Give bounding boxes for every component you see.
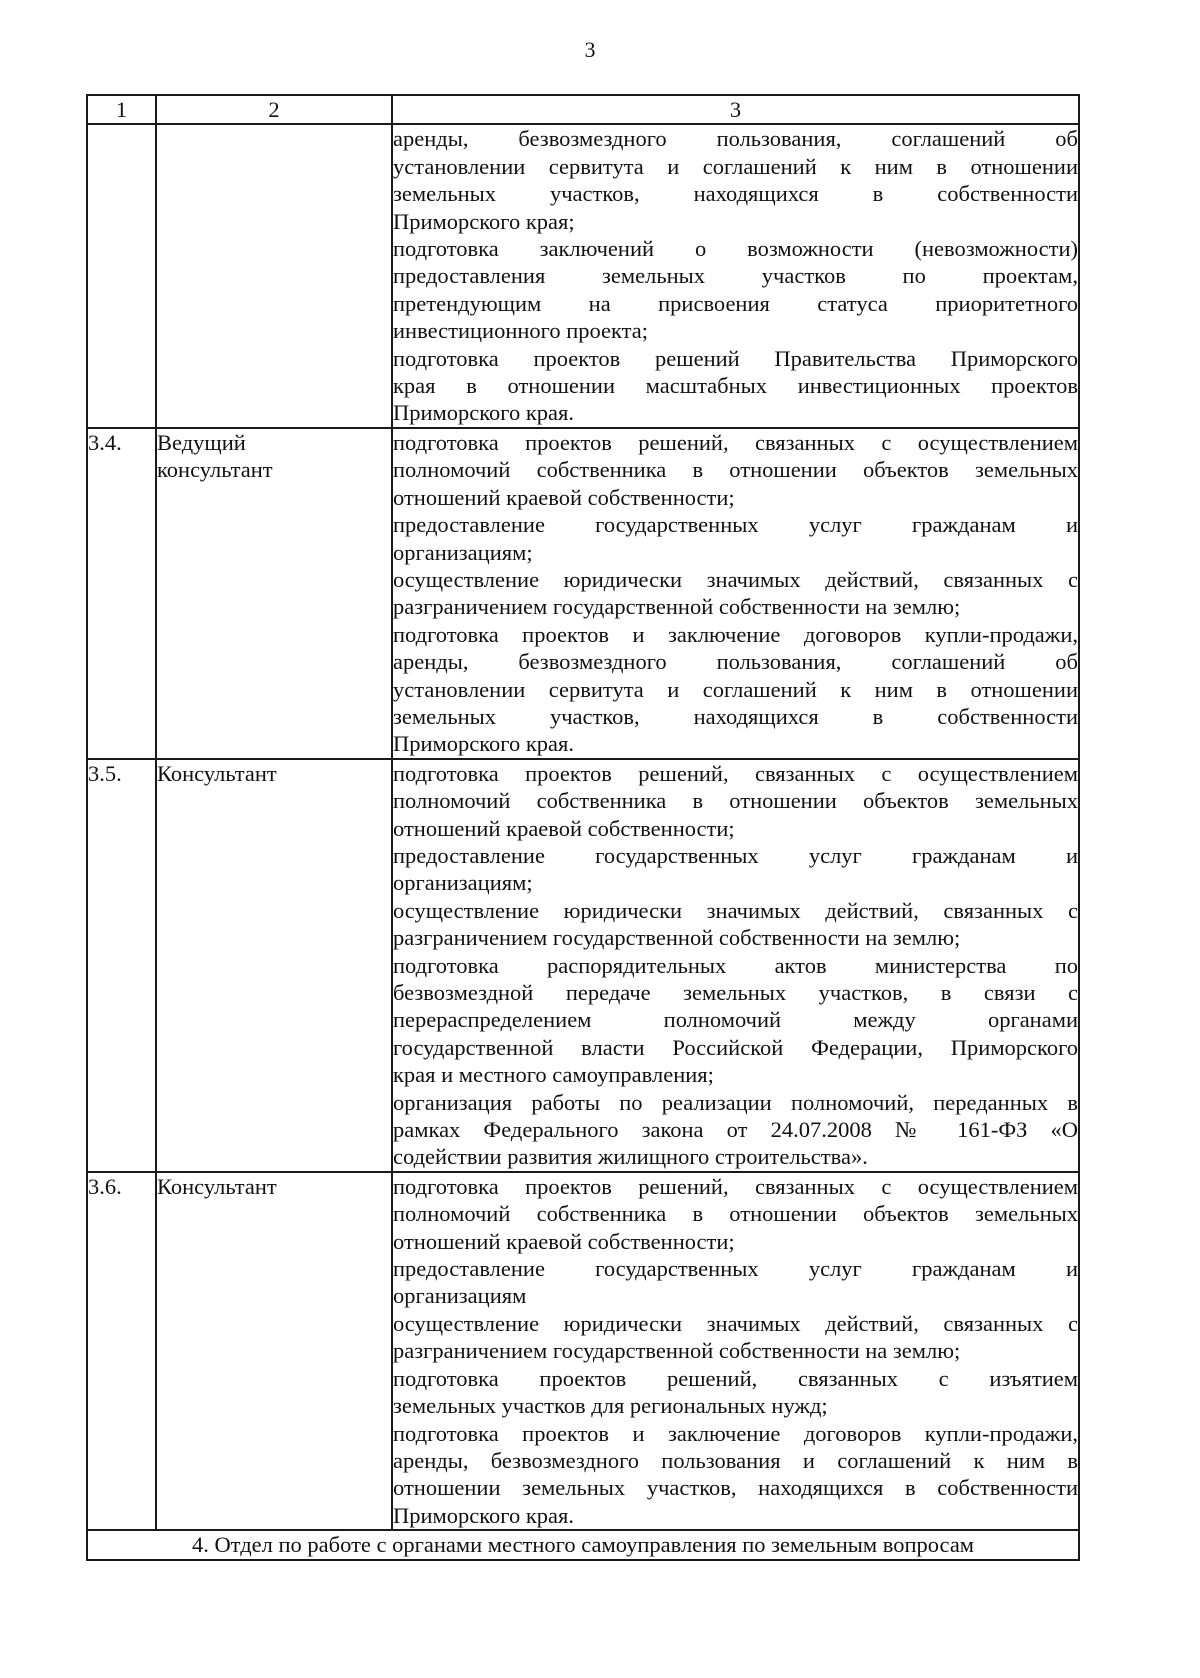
- duty-text-line: отношений краевой собственности;: [393, 815, 735, 841]
- duty-text-line: разграничением государственной собственности на землю;: [393, 594, 961, 620]
- duty-text-line: перераспределением полномочий между органами: [393, 1007, 1078, 1033]
- duty-text-line: организациям;: [393, 539, 533, 565]
- duty-text-line: края и местного самоуправления;: [393, 1062, 714, 1088]
- section-row: [87, 1530, 1079, 1559]
- duties-cell: [392, 1172, 1079, 1530]
- duty-text-line: организация работы по реализации полномочий, переданных в: [393, 1089, 1078, 1115]
- duty-text-line: рамках Федерального закона от 24.07.2008 № 161-ФЗ «О: [393, 1117, 1078, 1143]
- duty-text-line: Приморского края;: [393, 208, 575, 234]
- duties-cell: [392, 124, 1079, 427]
- duty-text-line: полномочий собственника в отношении объектов земельных: [393, 457, 1078, 483]
- duty-text-line: земельных участков, находящихся в собственности: [393, 703, 1078, 729]
- duty-text-line: подготовка проектов решений, связанных с изъятием: [393, 1365, 1078, 1391]
- duty-text-line: государственной власти Российской Федерации, Приморского: [393, 1034, 1078, 1060]
- duty-text-line: установлении сервитута и соглашений к ним в отношении: [393, 676, 1078, 702]
- position-title-line: Консультант: [157, 1173, 277, 1199]
- row-number: 3.4.: [87, 428, 156, 759]
- row-number: 3.5.: [87, 759, 156, 1172]
- page-number: 3: [584, 37, 596, 62]
- duty-text-line: разграничением государственной собственности на землю;: [393, 1338, 961, 1364]
- position-cell: [156, 759, 392, 1172]
- duty-text-line: содействии развития жилищного строительства».: [393, 1144, 868, 1170]
- duty-text-line: подготовка проектов решений Правительства Приморского: [393, 345, 1078, 371]
- table-body: [87, 124, 1079, 1559]
- duty-text-line: подготовка проектов решений, связанных с осуществлением: [393, 1173, 1078, 1199]
- duty-text-line: претендующим на присвоения статуса приоритетного: [393, 290, 1078, 316]
- position-cell: [156, 428, 392, 759]
- duty-text-line: организациям;: [393, 870, 533, 896]
- column-header-1: 1: [87, 95, 156, 124]
- duty-text-line: аренды, безвозмездного пользования, соглашений об: [393, 126, 1078, 152]
- table-row: [87, 759, 1079, 1172]
- header-row: [87, 95, 1079, 124]
- table-row: [87, 428, 1079, 759]
- duty-text-line: полномочий собственника в отношении объектов земельных: [393, 1201, 1078, 1227]
- duty-text-line: осуществление юридически значимых действий, связанных с: [393, 1310, 1078, 1336]
- duty-text-line: организациям: [393, 1283, 527, 1309]
- table-row: [87, 124, 1079, 427]
- position-title-line: Консультант: [157, 760, 277, 786]
- duty-text-line: Приморского края.: [393, 1502, 574, 1528]
- row-number: 3.6.: [87, 1172, 156, 1530]
- duty-text-line: подготовка распорядительных актов министерства по: [393, 952, 1078, 978]
- duties-cell: [392, 759, 1079, 1172]
- duty-text-line: осуществление юридически значимых действий, связанных с: [393, 897, 1078, 923]
- duty-text-line: земельных участков для региональных нужд;: [393, 1393, 828, 1419]
- duty-text-line: отношений краевой собственности;: [393, 484, 735, 510]
- duty-text-line: предоставления земельных участков по проектам,: [393, 263, 1078, 289]
- duties-table: [86, 94, 1080, 1561]
- duty-text-line: отношении земельных участков, находящихся в собственности: [393, 1475, 1078, 1501]
- duty-text-line: Приморского края.: [393, 731, 574, 757]
- position-title-line: консультант: [157, 457, 273, 483]
- duty-text-line: подготовка проектов решений, связанных с осуществлением: [393, 760, 1078, 786]
- duty-text-line: Приморского края.: [393, 400, 574, 426]
- duty-text-line: предоставление государственных услуг гражданам и: [393, 512, 1078, 538]
- duty-text-line: безвозмездной передаче земельных участков, в связи с: [393, 980, 1078, 1005]
- row-number: [87, 124, 156, 427]
- duty-text-line: подготовка проектов решений, связанных с осуществлением: [393, 429, 1078, 455]
- duty-text-line: предоставление государственных услуг гражданам и: [393, 842, 1078, 868]
- duty-text-line: инвестиционного проекта;: [393, 318, 648, 344]
- section-title: 4. Отдел по работе с органами местного самоуправления по земельным вопросам: [87, 1530, 1079, 1559]
- table-row: [87, 1172, 1079, 1530]
- column-header-2: 2: [156, 95, 392, 124]
- duty-text-line: аренды, безвозмездного пользования и соглашений к ним в: [393, 1447, 1078, 1473]
- duty-text-line: предоставление государственных услуг гражданам и: [393, 1256, 1078, 1282]
- duty-text-line: подготовка проектов и заключение договоров купли-продажи,: [393, 621, 1078, 647]
- duty-text-line: подготовка проектов и заключение договоров купли-продажи,: [393, 1420, 1078, 1446]
- duty-text-line: полномочий собственника в отношении объектов земельных: [393, 788, 1078, 814]
- duty-text-line: подготовка заключений о возможности (невозможности): [393, 236, 1078, 262]
- duties-cell: [392, 428, 1079, 759]
- position-title-line: Ведущий: [157, 429, 246, 455]
- position-cell: [156, 1172, 392, 1530]
- duty-text-line: установлении сервитута и соглашений к ним в отношении: [393, 153, 1078, 179]
- position-cell: [156, 124, 392, 427]
- duty-text-line: осуществление юридически значимых действий, связанных с: [393, 566, 1078, 592]
- duty-text-line: отношений краевой собственности;: [393, 1228, 735, 1254]
- duty-text-line: земельных участков, находящихся в собственности: [393, 181, 1078, 207]
- duty-text-line: разграничением государственной собственности на землю;: [393, 925, 961, 951]
- duty-text-line: аренды, безвозмездного пользования, соглашений об: [393, 649, 1078, 675]
- column-header-3: 3: [392, 95, 1079, 124]
- duty-text-line: края в отношении масштабных инвестиционных проектов: [393, 373, 1078, 399]
